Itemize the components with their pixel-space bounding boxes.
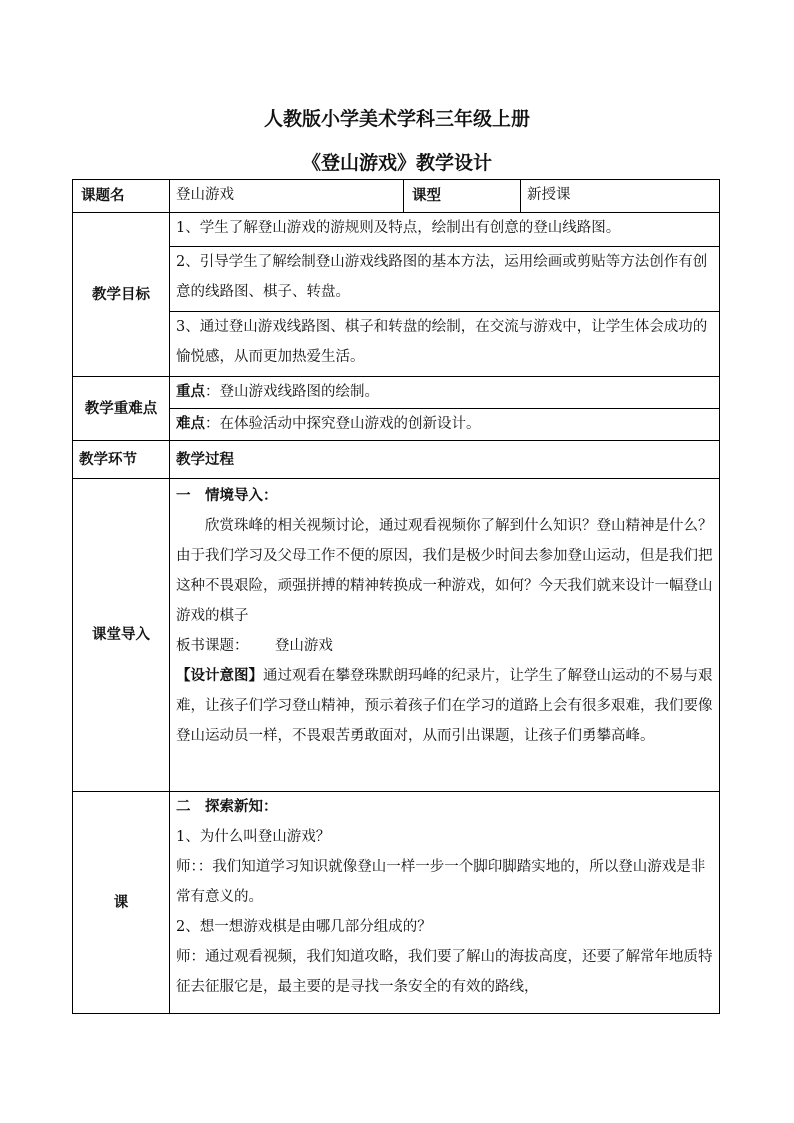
explore-heading: 二 探索新知： (176, 799, 278, 815)
topic-label: 课题名 (73, 180, 170, 213)
table-row (73, 792, 720, 1014)
process-content-header: 教学过程 (170, 441, 720, 479)
table-row (73, 441, 720, 479)
key-point (170, 377, 720, 409)
explore-label: 课 (73, 792, 170, 1014)
goal-item: 1、学生了解登山游戏的游规则及特点，绘制出有创意的登山线路图。 (170, 213, 720, 247)
difficult-point (170, 409, 720, 441)
document-title: 人教版小学美术学科三年级上册 (263, 108, 530, 130)
type-label: 课型 (404, 180, 521, 213)
key-point-label: 重点 (176, 384, 205, 400)
keypoints-label: 教学重难点 (73, 377, 170, 441)
table-row (73, 409, 720, 441)
type-value: 新授课 (521, 180, 720, 213)
board-title: 板书课题： 登山游戏 (176, 638, 333, 654)
document-subtitle: 《登山游戏》教学设计 (301, 152, 492, 174)
table-row (73, 312, 720, 377)
lesson-plan-table (72, 179, 720, 1014)
goal-item: 3、通过登山游戏线路图、棋子和转盘的绘制，在交流与游戏中，让学生体会成功的愉悦感，从而更加热爱生活。 (170, 312, 720, 377)
difficult-point-label: 难点 (176, 416, 205, 432)
table-row (73, 479, 720, 792)
design-intent-label: 【设计意图】 (176, 668, 263, 684)
intro-paragraph: 欣赏珠峰的相关视频讨论，通过观看视频你了解到什么知识？登山精神是什么？由于我们学习及父母工作不便的原因，我们是极少时间去参加登山运动，但是我们把这种不畏艰险，顽强拼搏的精神转换成一种游戏，如何？今天我们就来设计一幅登山游戏的棋子 (176, 518, 713, 624)
goals-label: 教学目标 (73, 213, 170, 377)
table-row (73, 247, 720, 312)
design-intent (176, 661, 713, 751)
answer-1: 师：：我们知道学习知识就像登山一样一步一个脚印脚踏实地的，所以登山游戏是非常有意义的。 (176, 859, 706, 905)
intro-label: 课堂导入 (73, 479, 170, 792)
goal-item: 2、引导学生了解绘制登山游戏线路图的基本方法，运用绘画或剪贴等方法创作有创意的线路图、棋子、转盘。 (170, 247, 720, 312)
table-row (73, 377, 720, 409)
answer-2: 师：通过观看视频，我们知道攻略，我们要了解山的海拔高度，还要了解常年地质特征去征服它是，最主要的是寻找一条安全的有效的路线， (176, 949, 713, 995)
question-1: 1、为什么叫登山游戏？ (176, 829, 331, 845)
intro-content (170, 479, 720, 792)
explore-content (170, 792, 720, 1014)
key-point-text: ：登山游戏线路图的绘制。 (205, 384, 379, 400)
design-intent-text: 通过观看在攀登珠默朗玛峰的纪录片，让学生了解登山运动的不易与艰难，让孩子们学习登山精神，预示着孩子们在学习的道路上会有很多艰难，我们要像登山运动员一样，不畏艰苦勇敢面对，从而引出课题，让孩子们勇攀高峰。 (176, 668, 713, 744)
question-2: 2、想一想游戏棋是由哪几部分组成的？ (176, 919, 432, 935)
process-stage-header: 教学环节 (73, 441, 170, 479)
topic-value: 登山游戏 (170, 180, 404, 213)
intro-heading: 一 情境导入： (176, 488, 278, 504)
table-row (73, 180, 720, 213)
table-row (73, 213, 720, 247)
difficult-point-text: ：在体验活动中探究登山游戏的创新设计。 (205, 416, 481, 432)
